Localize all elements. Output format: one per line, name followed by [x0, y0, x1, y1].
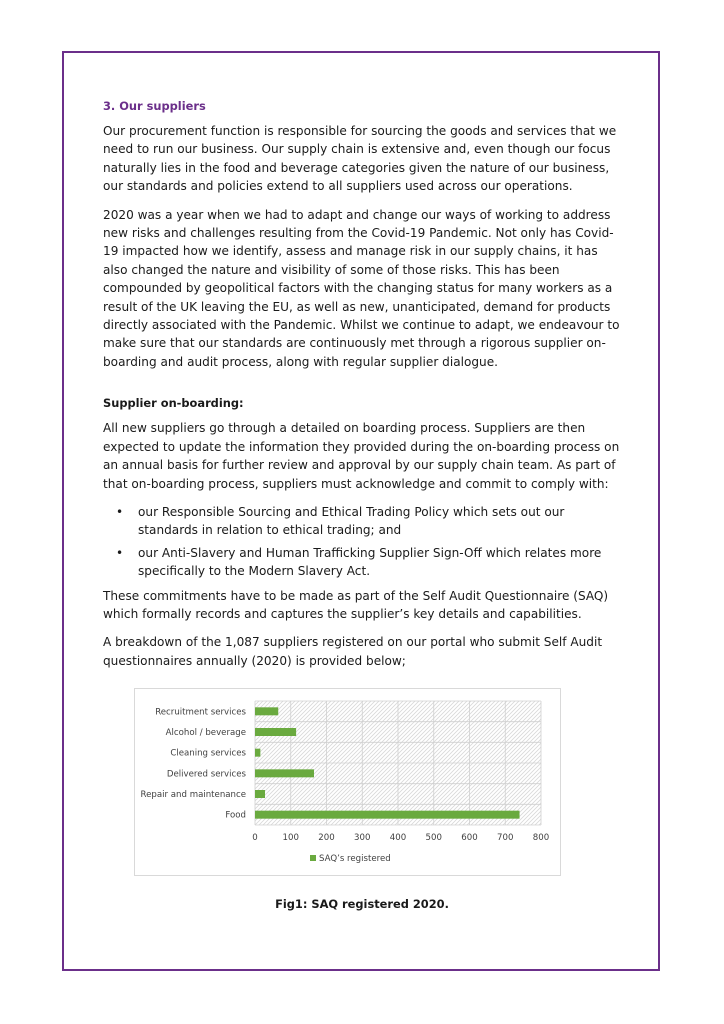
bar: [255, 728, 296, 736]
tick-label: 600: [461, 833, 478, 843]
category-label: Repair and maintenance: [140, 790, 246, 800]
bullet-icon: •: [116, 504, 124, 519]
section-heading: 3. Our suppliers: [103, 99, 206, 113]
bullet-icon: •: [116, 545, 124, 560]
paragraph-onboarding: All new suppliers go through a detailed on boarding process. Suppliers are then expected to update the information they provided during the on-boarding process on an annual basis for further review and approval by our supply chain team. As part of that on-boarding process, suppliers must acknowledge and commit to comply with:: [103, 421, 620, 491]
figure-caption: Fig1: SAQ registered 2020.: [275, 897, 449, 911]
legend-label: SAQ’s registered: [319, 854, 391, 864]
page-content: [103, 96, 625, 680]
bar: [255, 769, 314, 777]
tick-label: 500: [425, 833, 442, 843]
tick-label: 300: [354, 833, 371, 843]
category-label: Cleaning services: [170, 748, 246, 759]
tick-label: 100: [282, 833, 299, 843]
saq-chart: [134, 688, 561, 876]
bar: [255, 707, 278, 715]
saq-bar-chart: [135, 689, 560, 875]
tick-label: 800: [532, 833, 550, 843]
bar: [255, 790, 265, 798]
legend-swatch: [310, 855, 316, 861]
tick-label: 700: [497, 833, 514, 843]
bar: [255, 811, 520, 819]
paragraph-breakdown: A breakdown of the 1,087 suppliers registered on our portal who submit Self Audit questionnaires annually (2020) is provided below;: [103, 635, 603, 668]
category-label: Recruitment services: [155, 707, 246, 718]
commitment-list: [103, 503, 625, 581]
tick-label: 0: [252, 833, 258, 843]
tick-label: 200: [318, 833, 335, 843]
list-item-text: our Anti-Slavery and Human Trafficking Supplier Sign-Off which relates more specifically to the Modern Slavery Act.: [138, 545, 602, 579]
list-item-text: our Responsible Sourcing and Ethical Trading Policy which sets out our standards in relation to ethical trading; and: [138, 504, 565, 538]
paragraph-procurement: Our procurement function is responsible for sourcing the goods and services that we need to run our business. Our supply chain is extensive and, even though our focus naturally lies in the food and beverage categories given the nature of our business, our standards and policies extend to all suppliers used across our operations.: [103, 124, 617, 194]
paragraph-saq: These commitments have to be made as part of the Self Audit Questionnaire (SAQ) which formally records and captures the supplier’s key details and capabilities.: [103, 588, 609, 621]
bar: [255, 749, 260, 757]
category-label: Food: [225, 810, 246, 821]
paragraph-covid: 2020 was a year when we had to adapt and change our ways of working to address new risks and challenges resulting from the Covid-19 Pandemic. Not only has Covid-19 impacted how we identify, assess and manage risk in our supply chains, it has also changed the nature and visibility of some of those risks. This has been compounded by geopolitical factors with the changing status for many workers as a result of the UK leaving the EU, as well as new, unanticipated, demand for products directly associated with the Pandemic. Whilst we continue to adapt, we endeavour to make sure that our standards are continuously met through a rigorous supplier on-boarding and audit process, along with regular supplier dialogue.: [103, 207, 620, 369]
onboarding-heading: Supplier on-boarding:: [103, 396, 244, 411]
category-label: Alcohol / beverage: [165, 728, 246, 738]
list-item: [103, 503, 625, 540]
tick-label: 400: [389, 833, 407, 843]
list-item: [103, 544, 625, 581]
category-label: Delivered services: [166, 769, 246, 780]
